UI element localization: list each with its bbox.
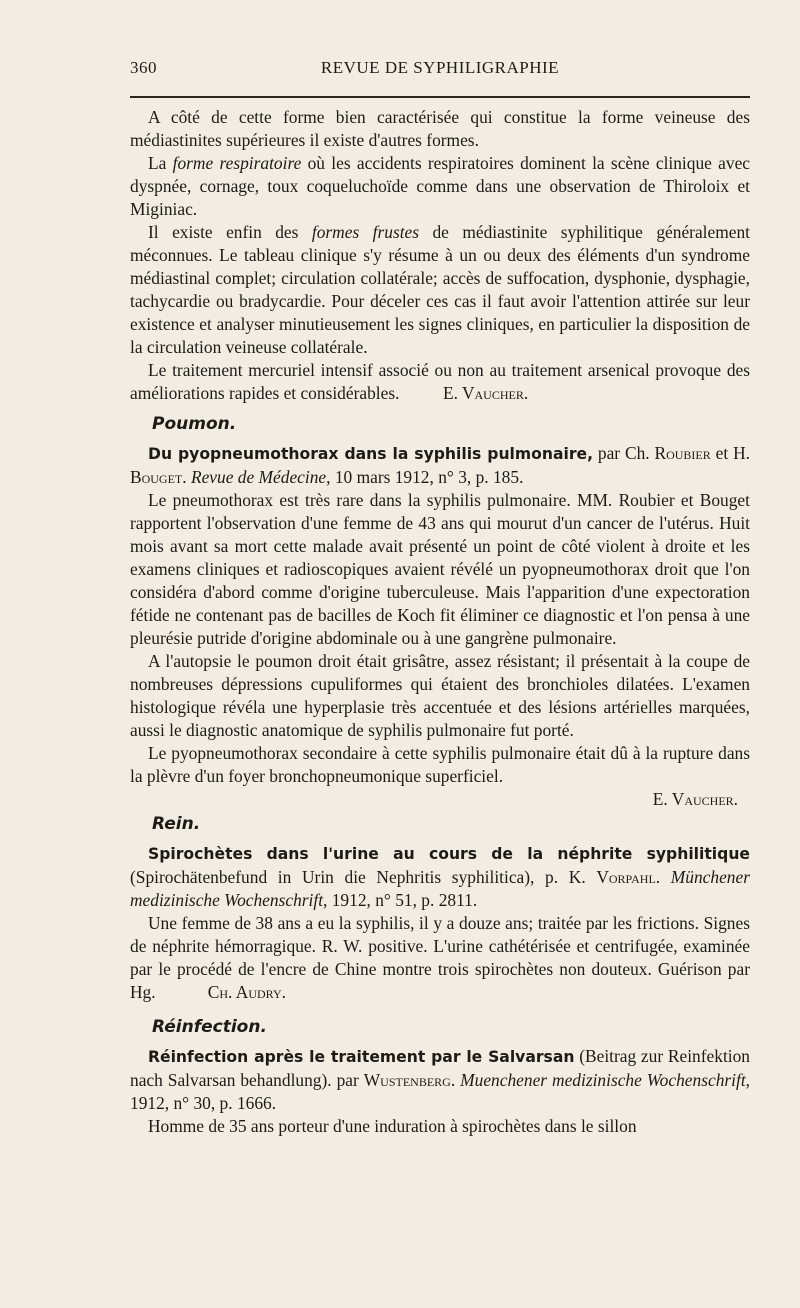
article-body	[130, 106, 750, 1138]
paragraph: Le pyopneumothorax secondaire à cette syphilis pulmonaire était dû à la rupture dans la plèvre d'un foyer bronchopneumonique superficiel.	[130, 743, 750, 786]
signature: E. Vaucher.	[442, 383, 529, 403]
page-number: 360	[130, 58, 157, 77]
paragraph: Homme de 35 ans porteur d'une induration à spirochètes dans le sillon	[148, 1116, 637, 1136]
paragraph-with-signature: Le traitement mercuriel intensif associé ou non au traitement arsenical provoque des améliorations rapides et considérables. E. Vaucher.	[130, 360, 750, 403]
section-heading-poumon: Poumon.	[152, 414, 237, 434]
page-header	[130, 58, 750, 82]
section-heading-rein: Rein.	[152, 814, 201, 834]
article-reference: Réinfection après le traitement par le Salvarsan (Beitrag zur Reinfektion nach Salvarsan behandlung). par Wustenberg. Muenchener medizinische Wochenschrift, 1912, n° 30, p. 1666.	[130, 1046, 750, 1113]
article-title: Du pyopneumothorax dans la syphilis pulmonaire,	[148, 445, 594, 463]
article-title: Réinfection après le traitement par le Salvarsan	[148, 1048, 575, 1066]
paragraph-with-signature: Une femme de 38 ans a eu la syphilis, il y a douze ans; traitée par les frictions. Signes de néphrite hémorragique. R. W. positive. L'urine cathétérisée et centrifugée, examinée par le procédé de l'encre de Chine montre trois spirochètes non douteux. Guérison par Hg. Ch. Audry.	[130, 913, 750, 1002]
paragraph: Le pneumothorax est très rare dans la syphilis pulmonaire. MM. Roubier et Bouget rapportent l'observation d'une femme de 43 ans qui mourut d'un cancer de l'utérus. Huit mois avant sa mort cette malade avait présenté un point de côté violent à droite et les examens cliniques et radioscopiques avaient révélé un pyopneumothorax droit que l'on considéra d'abord comme d'origine tuberculeuse. Mais l'apparition d'une expectoration fétide ne contenant pas de bacilles de Koch fit éliminer ce diagnostic et l'on pensa à une pleurésie putride d'origine abdominale ou à une gangrène pulmonaire.	[130, 490, 750, 648]
section-heading-reinfection: Réinfection.	[152, 1017, 267, 1037]
paragraph: A côté de cette forme bien caractérisée qui constitue la forme veineuse des médiastinites supérieures il existe d'autres formes.	[130, 107, 750, 150]
article-reference: Du pyopneumothorax dans la syphilis pulmonaire, par Ch. Roubier et H. Bouget. Revue de Médecine, 10 mars 1912, n° 3, p. 185.	[130, 443, 750, 487]
signature: E. Vaucher.	[652, 789, 738, 809]
running-title: REVUE DE SYPHILIGRAPHIE	[320, 58, 560, 77]
article-reference: Spirochètes dans l'urine au cours de la néphrite syphilitique (Spirochätenbefund in Urin die Nephritis syphilitica), p. K. Vorpahl. Münchener medizinische Wochenschrift, 1912, n° 51, p. 2811.	[130, 845, 750, 910]
paragraph: La forme respiratoire où les accidents respiratoires dominent la scène clinique avec dyspnée, cornage, toux coqueluchoïde comme dans une observation de Thiroloix et Miginiac.	[130, 153, 751, 219]
article-title: Spirochètes dans l'urine au cours de la néphrite syphilitique	[148, 845, 750, 863]
paragraph: Il existe enfin des formes frustes de médiastinite syphilitique généralement méconnues. Le tableau clinique s'y résume à un ou deux des éléments d'un syndrome médiastinal complet; circulation collatérale; accès de suffocation, dysphonie, dysphagie, tachycardie ou bradycardie. Pour déceler ces cas il faut avoir l'attention attirée sur leur existence et analyser minutieusement les signes cliniques, en particulier la disposition de la circulation veineuse collatérale.	[130, 222, 751, 357]
header-rule	[130, 96, 750, 98]
signature: Ch. Audry.	[207, 982, 287, 1002]
paragraph: A l'autopsie le poumon droit était grisâtre, assez résistant; il présentait à la coupe de nombreuses dépressions cupuliformes qui étaient des bronchioles dilatées. L'examen histologique révéla une hyperplasie très accentuée et des lésions artérielles marquées, aussi le diagnostic anatomique de syphilis pulmonaire fut porté.	[130, 651, 750, 740]
